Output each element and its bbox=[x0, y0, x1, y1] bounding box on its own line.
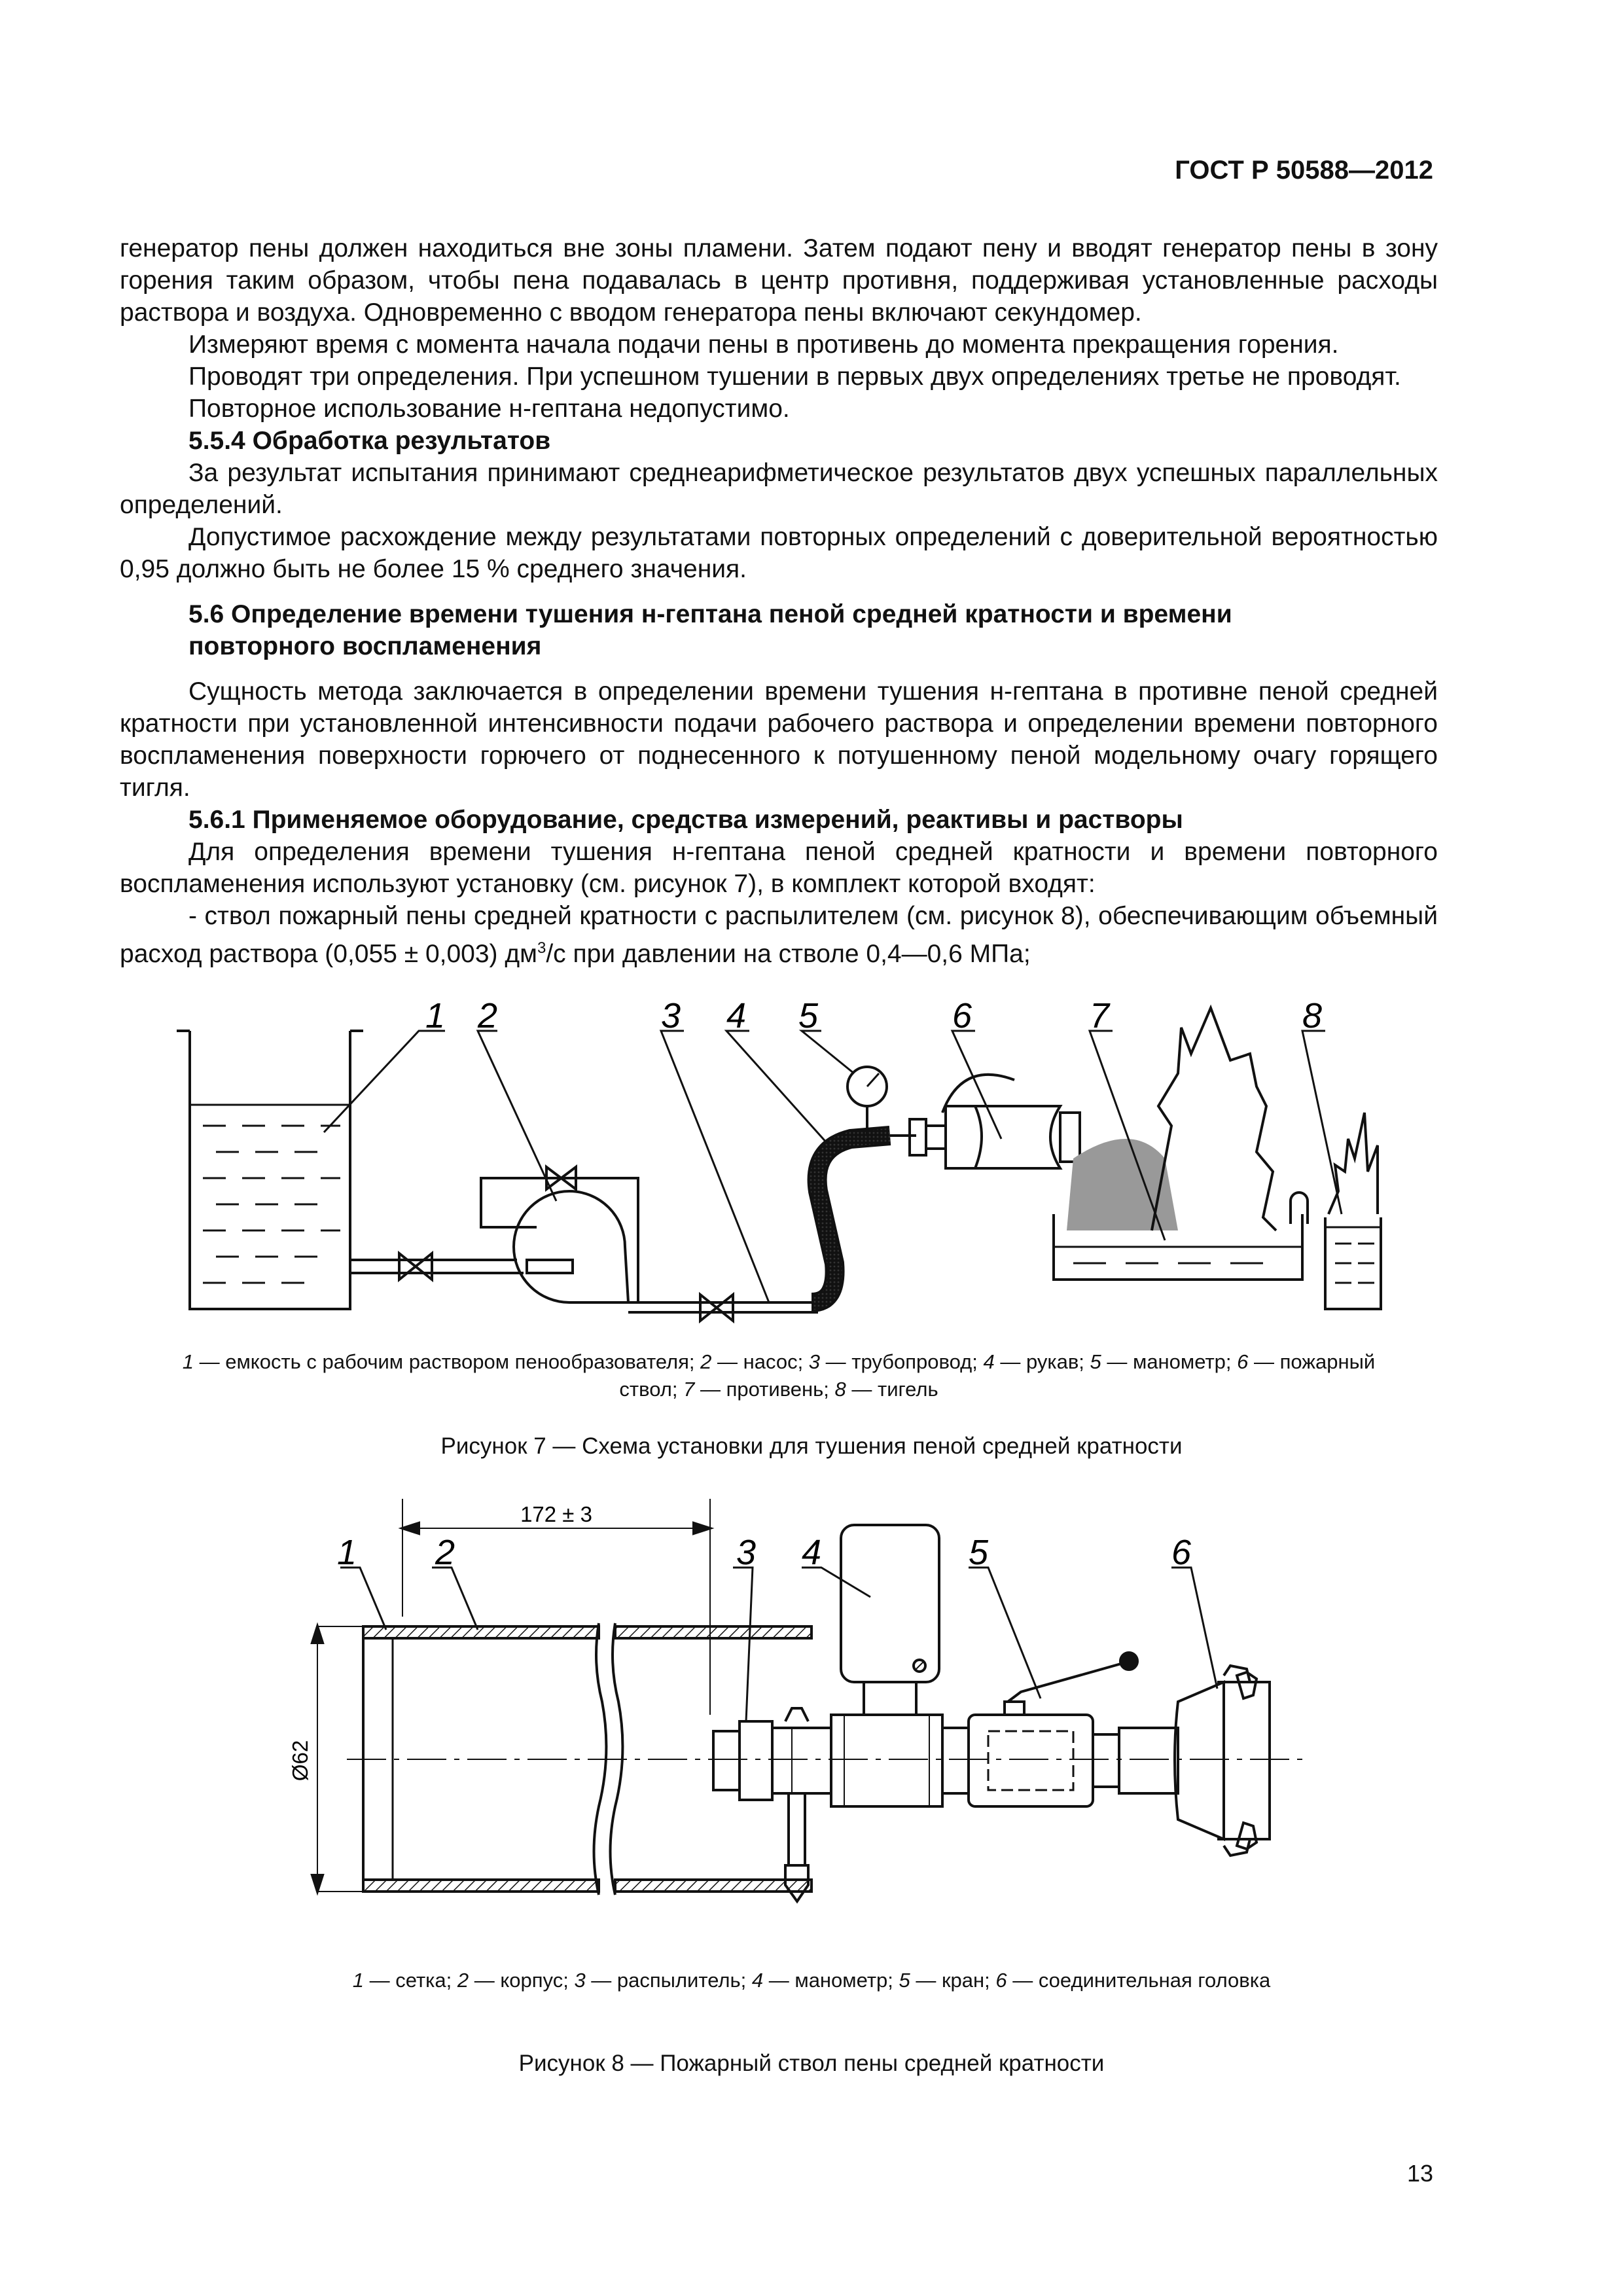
label-6: 6 bbox=[952, 996, 972, 1035]
paragraph-equipment: Для определения времени тушения н-гептана пеной средней кратности и времени повторного воспламенения используют установку (см. рисунок 7), в комплект которой входят: bbox=[120, 838, 1438, 898]
pump bbox=[514, 1191, 628, 1302]
label-2: 2 bbox=[435, 1533, 455, 1572]
paragraph-continuation: генератор пены должен находиться вне зоны пламени. Затем подают пену и вводят генератор пены в зону горения таким образом, чтобы пена подавалась в центр противня, поддерживая установленные расходы раствора и воздуха. Одновременно с вводом генератора пены включают секундомер. bbox=[120, 234, 1438, 327]
pressure-gauge bbox=[841, 1525, 939, 1682]
legend-line-2: ствол; 7 — противень; 8 — тигель bbox=[619, 1378, 938, 1401]
connection-head bbox=[1175, 1682, 1224, 1839]
section-heading-5-6-1: 5.6.1 Применяемое оборудование, средства измерений, реактивы и растворы bbox=[188, 806, 1183, 834]
figure-8-legend: 1 — сетка; 2 — корпус; 3 — распылитель; 4 — манометр; 5 — кран; 6 — соединительная головка bbox=[352, 1969, 1271, 1992]
label-5: 5 bbox=[969, 1533, 989, 1572]
figure-7-labels bbox=[425, 996, 1322, 1035]
sprayer bbox=[713, 1731, 740, 1790]
paragraph-method-essence: Сущность метода заключается в определении времени тушения н-гептана в противне пеной средней кратности при установленной интенсивности подачи рабочего раствора и определении времени повторного воспламенения поверхности горючего от поднесенного к потушенному пеной модельному очагу горящего тигля. bbox=[120, 677, 1438, 802]
body-text bbox=[120, 232, 1438, 970]
label-2: 2 bbox=[478, 996, 498, 1035]
tank bbox=[190, 1031, 350, 1309]
outlet-valve bbox=[700, 1295, 733, 1321]
figure-7-legend bbox=[120, 1348, 1438, 1403]
dimension-diameter: Ø62 bbox=[288, 1740, 312, 1782]
foam-nozzle bbox=[946, 1106, 982, 1168]
document-header: ГОСТ Р 50588—2012 bbox=[1175, 156, 1433, 185]
crucible-flame bbox=[1329, 1113, 1378, 1214]
valve bbox=[399, 1253, 432, 1280]
dimension-length: 172 ± 3 bbox=[520, 1502, 592, 1526]
figure-8-labels bbox=[337, 1533, 1192, 1572]
paragraph-discrepancy: Допустимое расхождение между результатами повторных определений с доверительной вероятностью 0,95 должно быть не более 15 % среднего значения. bbox=[120, 523, 1438, 583]
paragraph-heptane-reuse: Повторное использование н-гептана недопустимо. bbox=[188, 395, 790, 423]
paragraph-result: За результат испытания принимают среднеарифметическое результатов двух успешных параллельных определений. bbox=[120, 459, 1438, 519]
section-heading-5-5-4: 5.5.4 Обработка результатов bbox=[188, 427, 551, 455]
figure-8-diagram bbox=[0, 1486, 1623, 1944]
label-1: 1 bbox=[337, 1533, 357, 1572]
label-8: 8 bbox=[1302, 996, 1323, 1035]
figure-8-title: Рисунок 8 — Пожарный ствол пены средней кратности bbox=[518, 2051, 1105, 2076]
paragraph-measure-time: Измеряют время с момента начала подачи пены в противень до момента прекращения горения. bbox=[188, 331, 1339, 359]
paragraph-nozzle-item: - ствол пожарный пены средней кратности с распылителем (см. рисунок 8), обеспечивающим объемный расход раствора (0,055 ± 0,003) $дм^3/с$ при давлении на стволе 0,4—0,6 МПа; bbox=[120, 902, 1438, 968]
tank-liquid bbox=[203, 1126, 340, 1283]
label-6: 6 bbox=[1171, 1533, 1192, 1572]
section-heading-5-6: 5.6 Определение времени тушения н-гептана пеной средней кратности и времени повторного воспламенения bbox=[188, 600, 1232, 660]
label-5: 5 bbox=[798, 996, 819, 1035]
label-4: 4 bbox=[802, 1533, 822, 1572]
figure-7-diagram bbox=[0, 982, 1623, 1335]
label-7: 7 bbox=[1090, 996, 1110, 1035]
label-3: 3 bbox=[661, 996, 681, 1035]
page-number: 13 bbox=[1406, 2160, 1433, 2187]
label-1: 1 bbox=[425, 996, 446, 1035]
label-4: 4 bbox=[726, 996, 747, 1035]
paragraph-three-determinations: Проводят три определения. При успешном тушении в первых двух определениях третье не проводят. bbox=[188, 363, 1401, 391]
legend-line-1: 1 — емкость с рабочим раствором пенообразователя; 2 — насос; 3 — трубопровод; 4 — рукав; 5 — манометр; 6 — пожарный bbox=[182, 1350, 1376, 1373]
figure-7-title: Рисунок 7 — Схема установки для тушения пеной средней кратности bbox=[440, 1433, 1183, 1459]
label-3: 3 bbox=[736, 1533, 757, 1572]
